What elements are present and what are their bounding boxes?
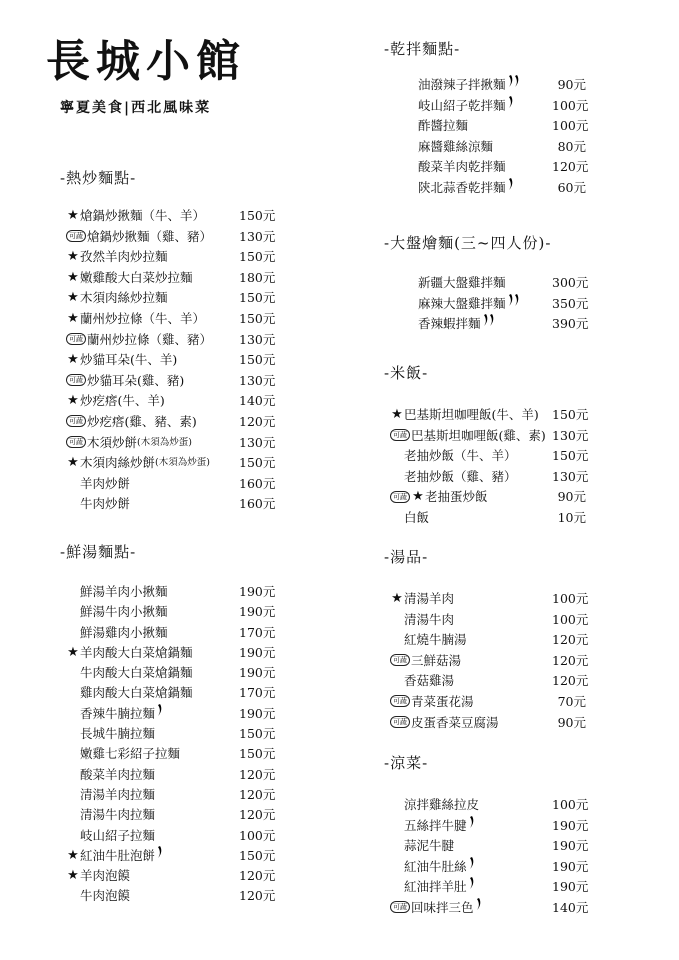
- vegetarian-option-badge: 可蔬: [66, 436, 86, 448]
- menu-item-name: 牛肉酸大白菜熗鍋麵: [80, 665, 193, 681]
- section-cold-dishes: [384, 751, 589, 919]
- menu-item-price: 60元: [557, 179, 586, 195]
- menu-item: [384, 487, 586, 508]
- menu-item-name: 香菇雞湯: [404, 673, 455, 689]
- star-icon: ★: [391, 407, 403, 422]
- chili-pepper-icon: [157, 704, 163, 724]
- star-icon: ★: [67, 208, 79, 223]
- menu-item-name: 嫩雞酸大白菜炒拉麵: [80, 269, 193, 285]
- menu-item: [384, 467, 589, 488]
- menu-item-price: 190元: [239, 644, 276, 660]
- section-fresh-soup-noodles: [60, 540, 276, 907]
- section-rice: [384, 361, 589, 529]
- menu-item: [60, 474, 276, 495]
- menu-item-name: 牛肉泡饃: [80, 888, 131, 904]
- menu-item-price: 120元: [552, 159, 589, 175]
- menu-item: [384, 426, 589, 447]
- menu-item: [60, 744, 276, 764]
- menu-item-price: 100元: [552, 118, 589, 134]
- menu-item-price: 130元: [552, 468, 589, 484]
- menu-item: [60, 309, 276, 330]
- star-icon: ★: [67, 269, 79, 285]
- menu-item: [60, 866, 276, 886]
- menu-item: [384, 651, 589, 672]
- menu-item: [384, 898, 589, 919]
- menu-item: [60, 412, 276, 433]
- menu-item-name: 涼拌雞絲拉皮: [404, 797, 480, 812]
- menu-item-name: 羊肉泡饃: [80, 868, 131, 884]
- menu-item: [60, 602, 276, 622]
- menu-item: [60, 268, 276, 289]
- menu-item: [60, 683, 276, 703]
- section-title: -涼菜-: [384, 754, 429, 772]
- menu-item-price: 150元: [239, 726, 276, 742]
- star-icon: ★: [391, 591, 403, 606]
- menu-item-price: 90元: [557, 714, 586, 730]
- menu-item: [384, 692, 586, 713]
- section-title: -乾拌麵點-: [384, 40, 461, 58]
- section-title: -鮮湯麵點-: [60, 543, 137, 561]
- menu-item-price: 190元: [552, 817, 589, 833]
- menu-item: [384, 405, 589, 426]
- menu-item: [60, 663, 276, 683]
- section-hot-stir-fried-noodles: [60, 166, 276, 515]
- menu-item-name: 老抽炒飯（雞、豬）: [404, 468, 517, 484]
- menu-item-name: 熗鍋炒揪麵（牛、羊）: [80, 208, 206, 223]
- star-icon: ★: [412, 489, 424, 505]
- menu-item: [384, 836, 589, 857]
- menu-item: [384, 877, 589, 898]
- menu-item: [384, 630, 589, 651]
- section-title: -大盤燴麵(三~四人份)-: [384, 234, 552, 252]
- menu-item-name: 巴基斯坦咖哩飯(牛、羊): [404, 407, 539, 422]
- vegetarian-option-badge: 可蔬: [390, 491, 410, 503]
- menu-item-price: 100元: [552, 611, 589, 627]
- restaurant-subtitle: 寧夏美食|西北風味菜: [60, 100, 212, 116]
- vegetarian-option-badge: 可蔬: [390, 901, 410, 913]
- menu-item-price: 150元: [239, 352, 276, 368]
- menu-item-price: 120元: [552, 632, 589, 648]
- menu-item-name: 鮮湯牛肉小揪麵: [80, 604, 168, 620]
- menu-item-name: 巴基斯坦咖哩飯(雞、素): [411, 427, 546, 443]
- menu-item: [60, 785, 276, 805]
- menu-item-price: 190元: [239, 665, 276, 681]
- menu-item: [60, 643, 276, 663]
- menu-item-name: 紅燒牛腩湯: [404, 632, 467, 648]
- menu-item: [384, 508, 586, 529]
- menu-item-name: 牛肉炒餅: [80, 496, 131, 512]
- star-icon: ★: [67, 868, 79, 884]
- menu-item-price: 350元: [552, 295, 589, 311]
- menu-item-name: 酸菜羊肉乾拌麵: [418, 159, 506, 175]
- menu-item-price: 150元: [239, 249, 276, 265]
- menu-item-name: 麻辣大盤雞拌麵: [418, 295, 506, 311]
- menu-item-name: 清湯牛肉: [404, 611, 455, 627]
- section-title: -米飯-: [384, 364, 429, 382]
- menu-item-price: 130元: [239, 331, 276, 347]
- vegetarian-option-badge: 可蔬: [66, 415, 86, 427]
- section-big-plate: [384, 231, 589, 335]
- menu-item-price: 150元: [239, 746, 276, 762]
- star-icon: ★: [67, 352, 79, 368]
- menu-item-name: 蘭州炒拉條（雞、豬）: [87, 331, 213, 347]
- menu-item-name: 羊肉酸大白菜熗鍋麵: [80, 644, 193, 660]
- menu-item-price: 190元: [239, 584, 276, 599]
- menu-item: [384, 671, 589, 692]
- menu-item: [60, 826, 276, 846]
- section-soups: [384, 545, 589, 733]
- menu-item-price: 120元: [239, 786, 276, 802]
- menu-item-name: 清湯羊肉拉麵: [80, 786, 156, 802]
- menu-item-price: 130元: [239, 372, 276, 388]
- menu-item-price: 190元: [552, 879, 589, 895]
- menu-item-price: 170元: [239, 624, 276, 640]
- menu-item: [60, 886, 276, 906]
- menu-item: [384, 273, 589, 294]
- menu-item: [384, 75, 586, 96]
- vegetarian-option-badge: 可蔬: [66, 374, 86, 386]
- menu-item-price: 120元: [239, 807, 276, 823]
- menu-item: [384, 446, 589, 467]
- menu-item-name: 炒疙瘩(牛、羊): [80, 393, 165, 409]
- menu-item-name: 孜然羊肉炒拉麵: [80, 249, 168, 265]
- menu-item-price: 190元: [552, 858, 589, 874]
- menu-item-price: 120元: [239, 766, 276, 782]
- chili-pepper-icon: [476, 898, 482, 919]
- menu-item-price: 120元: [239, 413, 276, 429]
- menu-item: [60, 350, 276, 371]
- menu-item-price: 130元: [552, 427, 589, 443]
- menu-item: [384, 137, 586, 158]
- menu-item-price: 120元: [552, 673, 589, 689]
- menu-item: [384, 116, 589, 137]
- menu-item-price: 190元: [239, 705, 276, 721]
- menu-item-name: 老抽蛋炒飯: [425, 489, 488, 505]
- menu-item-name: 熗鍋炒揪麵（雞、豬）: [87, 228, 213, 244]
- star-icon: ★: [67, 455, 79, 471]
- menu-item: [60, 206, 276, 227]
- vegetarian-option-badge: 可蔬: [66, 230, 86, 242]
- menu-item-name: 紅油拌羊肚: [404, 879, 467, 895]
- chili-pepper-icon: [514, 294, 520, 315]
- menu-item: [60, 433, 276, 454]
- menu-item-price: 10元: [557, 509, 586, 525]
- menu-item-name: 炒貓耳朵(牛、羊): [80, 352, 178, 368]
- chili-pepper-icon: [508, 96, 514, 117]
- menu-item: [60, 247, 276, 268]
- chili-pepper-icon: [508, 178, 514, 199]
- menu-item: [384, 157, 589, 178]
- menu-item-price: 150元: [239, 847, 276, 863]
- section-dry-noodles: [384, 37, 589, 199]
- menu-item: [60, 805, 276, 825]
- menu-item-price: 100元: [552, 591, 589, 606]
- menu-item-name: 嫩雞七彩紹子拉麵: [80, 746, 181, 762]
- menu-item-name: 香辣牛腩拉麵: [80, 705, 156, 721]
- menu-item: [60, 724, 276, 744]
- chili-pepper-icon: [469, 877, 475, 898]
- menu-item-price: 150元: [239, 455, 276, 471]
- menu-item-price: 150元: [239, 310, 276, 326]
- menu-item-price: 160元: [239, 496, 276, 512]
- vegetarian-option-badge: 可蔬: [390, 716, 410, 728]
- menu-item-price: 390元: [552, 316, 589, 332]
- menu-item: [384, 857, 589, 878]
- menu-item-name: 青菜蛋花湯: [411, 693, 474, 709]
- menu-item: [384, 589, 589, 610]
- menu-item-note: (木須為炒蛋): [137, 436, 192, 448]
- menu-item-name: 三鮮菇湯: [411, 652, 462, 668]
- menu-item: [60, 623, 276, 643]
- menu-item-price: 140元: [552, 899, 589, 915]
- menu-item-name: 長城牛腩拉麵: [80, 726, 156, 742]
- menu-item-price: 120元: [239, 868, 276, 884]
- menu-item-price: 100元: [552, 97, 589, 113]
- menu-item-price: 90元: [557, 489, 586, 505]
- menu-item: [384, 816, 589, 837]
- menu-item-price: 100元: [552, 797, 589, 812]
- menu-item: [60, 704, 276, 724]
- star-icon: ★: [67, 290, 79, 306]
- menu-item-name: 紅油牛肚絲: [404, 858, 467, 874]
- menu-item-name: 鮮湯雞肉小揪麵: [80, 624, 168, 640]
- menu-item-name: 蘭州炒拉條（牛、羊）: [80, 310, 206, 326]
- menu-item-price: 90元: [557, 77, 586, 92]
- menu-item-price: 300元: [552, 275, 589, 290]
- menu-item-price: 170元: [239, 685, 276, 701]
- menu-item: [60, 371, 276, 392]
- menu-item-name: 清湯羊肉: [404, 591, 455, 606]
- menu-item-name: 羊肉炒餅: [80, 475, 131, 491]
- menu-item-price: 70元: [557, 693, 586, 709]
- menu-item-name: 木須炒餅: [87, 434, 138, 450]
- chili-pepper-icon: [469, 857, 475, 878]
- menu-item-name: 酢醬拉麵: [418, 118, 469, 134]
- menu-item-name: 紅油牛肚泡餅: [80, 847, 156, 863]
- menu-item-price: 150元: [552, 448, 589, 464]
- menu-item-name: 白飯: [404, 509, 430, 525]
- menu-item-name: 酸菜羊肉拉麵: [80, 766, 156, 782]
- menu-item-price: 190元: [552, 838, 589, 854]
- menu-item-name: 炒疙瘩(雞、豬、素): [87, 413, 197, 429]
- menu-item: [384, 795, 589, 816]
- vegetarian-option-badge: 可蔬: [390, 695, 410, 707]
- menu-item-price: 130元: [239, 228, 276, 244]
- menu-item-name: 皮蛋香菜豆腐湯: [411, 714, 499, 730]
- menu-item-name: 五絲拌牛腱: [404, 817, 467, 833]
- menu-item-price: 160元: [239, 475, 276, 491]
- menu-item: [384, 610, 589, 631]
- menu-item: [60, 391, 276, 412]
- menu-item-price: 100元: [239, 827, 276, 843]
- chili-pepper-icon: [157, 846, 163, 866]
- menu-item-price: 150元: [552, 407, 589, 422]
- menu-item-name: 陝北蒜香乾拌麵: [418, 179, 506, 195]
- menu-item: [60, 765, 276, 785]
- section-title: -湯品-: [384, 548, 429, 566]
- menu-item-price: 120元: [552, 652, 589, 668]
- menu-item-price: 150元: [239, 208, 276, 223]
- menu-item: [60, 494, 276, 515]
- menu-item-price: 140元: [239, 393, 276, 409]
- star-icon: ★: [67, 249, 79, 265]
- chili-pepper-icon: [514, 75, 520, 96]
- star-icon: ★: [67, 847, 79, 863]
- chili-pepper-icon: [469, 816, 475, 837]
- menu-item-name: 岐山紹子乾拌麵: [418, 97, 506, 113]
- menu-item-price: 130元: [239, 434, 276, 450]
- menu-item-price: 180元: [239, 269, 276, 285]
- menu-item: [60, 330, 276, 351]
- menu-item-name: 香辣蝦拌麵: [418, 316, 481, 332]
- menu-item-name: 油潑辣子拌揪麵: [418, 77, 506, 92]
- menu-item-price: 150元: [239, 290, 276, 306]
- menu-item: [60, 227, 276, 248]
- menu-item-price: 120元: [239, 888, 276, 904]
- menu-item-name: 蒜泥牛腱: [404, 838, 455, 854]
- menu-item: [60, 582, 276, 602]
- vegetarian-option-badge: 可蔬: [66, 333, 86, 345]
- menu-item-name: 鮮湯羊肉小揪麵: [80, 584, 168, 599]
- menu-item-name: 木須肉絲炒餅: [80, 455, 156, 471]
- star-icon: ★: [67, 644, 79, 660]
- menu-item-name: 新疆大盤雞拌麵: [418, 275, 506, 290]
- menu-item-price: 80元: [557, 138, 586, 154]
- menu-item: [60, 453, 276, 474]
- menu-item-name: 木須肉絲炒拉麵: [80, 290, 168, 306]
- section-title: -熱炒麵點-: [60, 169, 137, 187]
- star-icon: ★: [67, 310, 79, 326]
- menu-item: [384, 178, 586, 199]
- menu-item: [384, 314, 589, 335]
- vegetarian-option-badge: 可蔬: [390, 654, 410, 666]
- menu-item-name: 麻醬雞絲涼麵: [418, 138, 494, 154]
- menu-item: [384, 294, 589, 315]
- menu-item-name: 老抽炒飯（牛、羊）: [404, 448, 517, 464]
- menu-item: [60, 288, 276, 309]
- menu-item-name: 炒貓耳朵(雞、豬): [87, 372, 185, 388]
- menu-item-name: 岐山紹子拉麵: [80, 827, 156, 843]
- menu-item: [60, 846, 276, 866]
- menu-item: [384, 713, 586, 734]
- menu-item-price: 190元: [239, 604, 276, 620]
- restaurant-title: 長城小館: [46, 36, 246, 87]
- menu-item: [384, 96, 589, 117]
- chili-pepper-icon: [489, 314, 495, 335]
- star-icon: ★: [67, 393, 79, 409]
- vegetarian-option-badge: 可蔬: [390, 429, 410, 441]
- menu-item-name: 回味拌三色: [411, 899, 474, 915]
- menu-item-name: 清湯牛肉拉麵: [80, 807, 156, 823]
- menu-item-note: (木須為炒蛋): [155, 457, 210, 469]
- menu-item-name: 雞肉酸大白菜熗鍋麵: [80, 685, 193, 701]
